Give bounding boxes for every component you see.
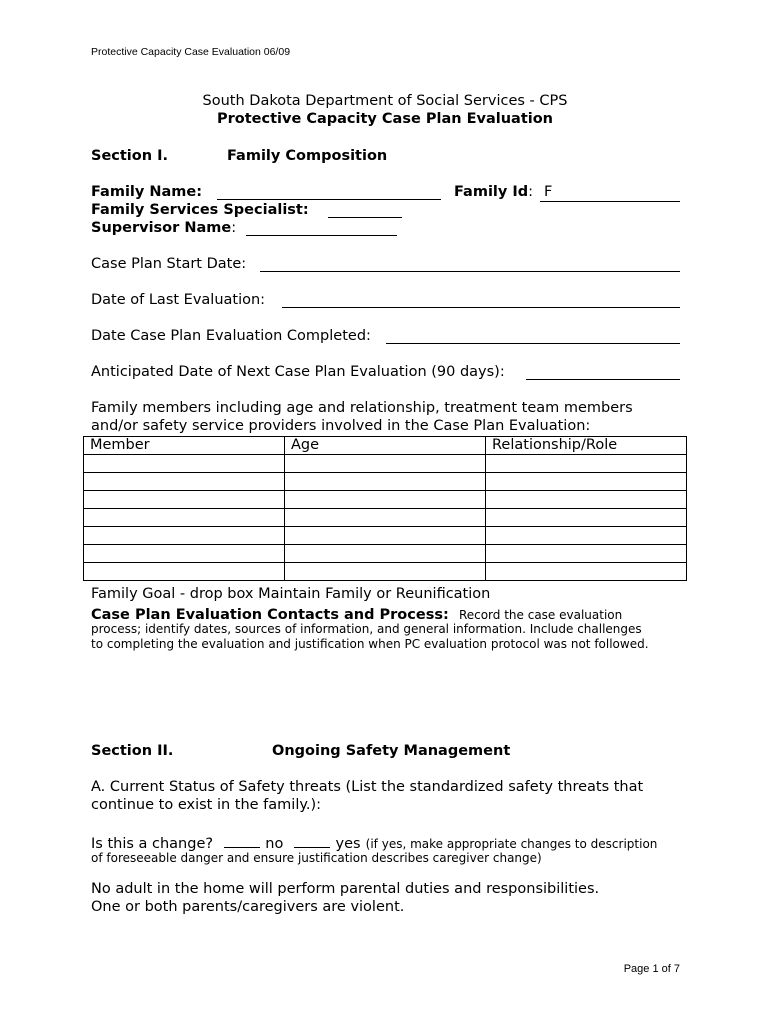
change-question: Is this a change? <box>91 836 214 852</box>
case-plan-start-label: Case Plan Start Date: <box>91 256 247 272</box>
current-status-2: continue to exist in the family.): <box>91 797 322 813</box>
change-question-line <box>91 833 657 852</box>
table-cell[interactable] <box>84 527 285 545</box>
column-member: Member <box>84 437 285 455</box>
table-cell[interactable] <box>84 509 285 527</box>
agency-title: South Dakota Department of Social Services - CPS <box>202 93 568 109</box>
next-eval-field[interactable] <box>526 365 680 380</box>
table-cell[interactable] <box>285 455 486 473</box>
table-cell[interactable] <box>285 545 486 563</box>
table-cell[interactable] <box>84 563 285 581</box>
doc-code-header: Protective Capacity Case Evaluation 06/09 <box>91 46 291 58</box>
family-id-colon: : <box>528 184 534 200</box>
contacts-text-2: process; identify dates, sources of information, and general information. Include challenges <box>91 622 642 636</box>
contacts-text-3: to completing the evaluation and justification when PC evaluation protocol was not followed. <box>91 637 649 651</box>
supervisor-field[interactable] <box>246 221 397 236</box>
table-cell[interactable] <box>486 545 687 563</box>
page-number: Page 1 of 7 <box>623 963 680 975</box>
table-cell[interactable] <box>486 473 687 491</box>
members-intro-2: and/or safety service providers involved in the Case Plan Evaluation: <box>91 418 591 434</box>
contacts-heading: Case Plan Evaluation Contacts and Process: <box>91 607 449 623</box>
family-id-value: F <box>544 184 553 200</box>
change-note-1: (if yes, make appropriate changes to description <box>365 837 658 851</box>
section-2-title: Ongoing Safety Management <box>272 743 511 759</box>
table-cell[interactable] <box>285 527 486 545</box>
family-name-label: Family Name: <box>91 184 203 200</box>
family-goal: Family Goal - drop box Maintain Family or Reunification <box>91 586 491 602</box>
section-2-label: Section II. <box>91 743 174 759</box>
members-intro-1: Family members including age and relationship, treatment team members <box>91 400 633 416</box>
safety-threat-2: One or both parents/caregivers are violent. <box>91 899 405 915</box>
change-yes-field[interactable] <box>294 833 330 848</box>
family-id-label: Family Id <box>454 184 529 200</box>
table-cell[interactable] <box>84 545 285 563</box>
case-plan-start-field[interactable] <box>260 257 680 272</box>
table-row <box>84 563 687 581</box>
table-header-row <box>84 437 687 455</box>
completed-label: Date Case Plan Evaluation Completed: <box>91 328 371 344</box>
fss-label: Family Services Specialist: <box>91 202 309 218</box>
table-cell[interactable] <box>285 473 486 491</box>
table-row <box>84 473 687 491</box>
family-members-table <box>83 436 687 581</box>
form-title: Protective Capacity Case Plan Evaluation <box>216 111 554 127</box>
family-id-field[interactable] <box>540 184 680 202</box>
table-cell[interactable] <box>486 563 687 581</box>
supervisor-label: Supervisor Name <box>91 220 232 236</box>
section-1-label: Section I. <box>91 148 169 164</box>
fss-field[interactable] <box>328 203 402 218</box>
table-row <box>84 545 687 563</box>
change-no-label: no <box>265 836 284 852</box>
section-1-title: Family Composition <box>227 148 388 164</box>
table-cell[interactable] <box>486 491 687 509</box>
table-cell[interactable] <box>84 473 285 491</box>
table-row <box>84 509 687 527</box>
last-eval-field[interactable] <box>282 293 680 308</box>
table-cell[interactable] <box>285 491 486 509</box>
contacts-line-1 <box>91 604 622 623</box>
current-status-1: A. Current Status of Safety threats (List the standardized safety threats that <box>91 779 644 795</box>
table-cell[interactable] <box>84 455 285 473</box>
table-cell[interactable] <box>486 509 687 527</box>
table-row <box>84 527 687 545</box>
family-id-label-wrap <box>454 184 533 200</box>
supervisor-colon: : <box>231 220 237 236</box>
contacts-text-1: Record the case evaluation <box>458 608 623 622</box>
family-name-field[interactable] <box>217 185 441 200</box>
table-cell[interactable] <box>285 563 486 581</box>
safety-threat-1: No adult in the home will perform parental duties and responsibilities. <box>91 881 600 897</box>
change-yes-label: yes <box>335 836 361 852</box>
change-note-2: of foreseeable danger and ensure justification describes caregiver change) <box>91 851 542 865</box>
column-relationship: Relationship/Role <box>486 437 687 455</box>
table-cell[interactable] <box>486 455 687 473</box>
table-cell[interactable] <box>285 509 486 527</box>
table-row <box>84 491 687 509</box>
next-eval-label: Anticipated Date of Next Case Plan Evaluation (90 days): <box>91 364 505 380</box>
change-no-field[interactable] <box>224 833 260 848</box>
last-eval-label: Date of Last Evaluation: <box>91 292 266 308</box>
supervisor-label-wrap <box>91 220 236 236</box>
completed-field[interactable] <box>386 329 680 344</box>
table-cell[interactable] <box>486 527 687 545</box>
table-row <box>84 455 687 473</box>
column-age: Age <box>285 437 486 455</box>
table-cell[interactable] <box>84 491 285 509</box>
